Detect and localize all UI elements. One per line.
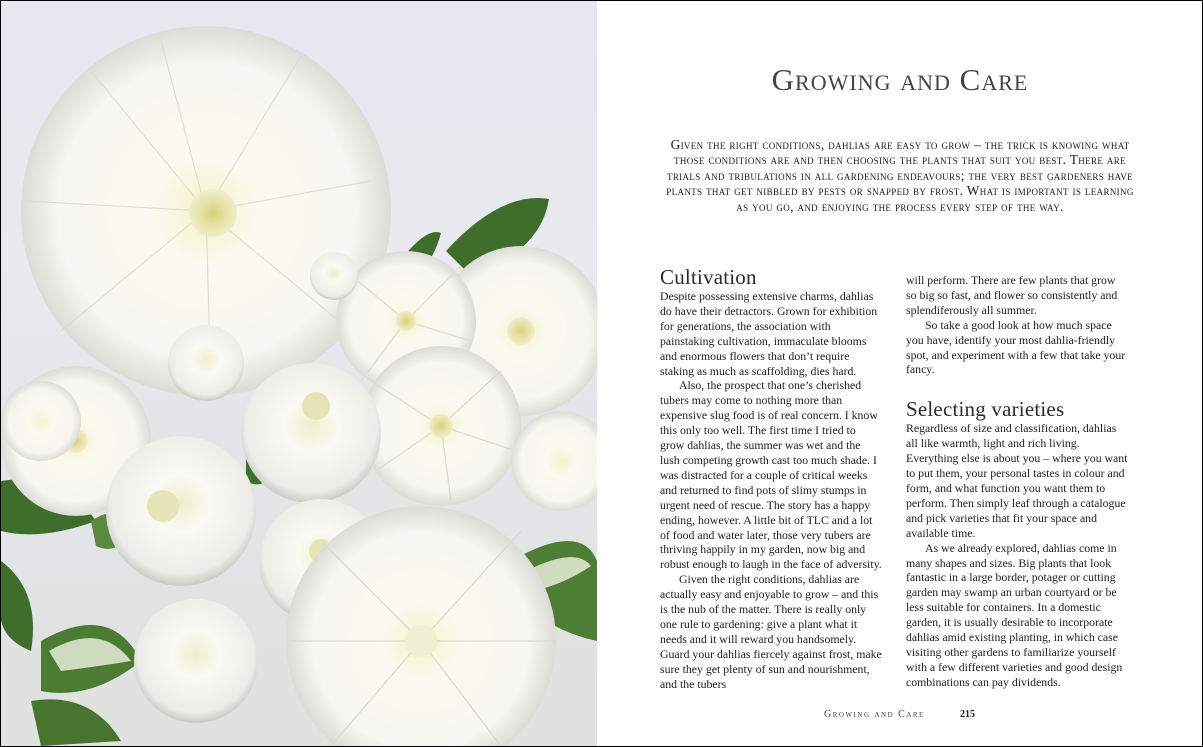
text-page	[598, 1, 1202, 746]
page-title: Growing and Care	[771, 62, 1029, 97]
column-right	[906, 273, 1128, 690]
cultivation-heading: Cultivation	[660, 265, 757, 289]
selecting-varieties-heading: Selecting varieties	[906, 397, 1065, 422]
pompon-middle	[241, 363, 381, 503]
dahlia-right-edge	[511, 411, 597, 511]
cultivation-paragraph-1: Despite possessing extensive charms, dahlias do have their detractors. Grown for exhibition for generations, the association with painstaking cultivation, immaculate blooms and enormous flowers that don’t require staking as much as scaffolding, dies hard.	[660, 289, 878, 378]
selecting-paragraph-2: As we already explored, dahlias come in many shapes and sizes. Big plants that look fantastic in a large border, potager or cutting garden may swamp an urban courtyard or be less suitable for containers. In a domestic garden, it is usually desirable to incorporate dahlias amid existing planting, in which case visiting other gardens to familiarize yourself with a few different varieties and good design combinations can pay dividends.	[906, 540, 1123, 689]
intro-paragraph: Given the right conditions, dahlias are easy to grow – the trick is knowing what those conditions are and then choosing the plants that suit you best. There are trials and tribulations in all gardening endeavours; the very best gardeners have plants that get nibbled by pests or snapped by frost. What is important is learning as you go, and enjoying the process every step of the way.	[666, 137, 1134, 214]
page-number: 215	[960, 709, 975, 720]
cultivation-paragraph-4: will perform. There are few plants that grow so big so fast, and flower so consistently and splendiferously all summer.	[906, 273, 1118, 317]
cactus-dahlia-middle	[361, 346, 521, 506]
dahlia-illustration	[1, 1, 597, 746]
dahlia-photograph	[1, 1, 597, 746]
pompon-lower-left	[106, 436, 256, 586]
cultivation-paragraph-5: So take a good look at how much space you have, identify your most dahlia-friendly spot, and experiment with a few that take your fancy.	[906, 317, 1126, 377]
dahlia-far-left	[1, 381, 81, 461]
cultivation-paragraph-3: Given the right conditions, dahlias are actually easy and enjoyable to grow – and this is the nub of the matter. There is really only one rule to gardening: give a plant what it needs and it will reward you handsomely. Guard your dahlias fiercely against frost, make sure they get plenty of sun and nourishment, and the tubers	[660, 572, 882, 691]
small-pompon-left	[168, 325, 244, 401]
small-pompon-top	[310, 252, 358, 300]
selecting-paragraph-1: Regardless of size and classification, dahlias all like warmth, light and rich living. Everything else is about you – where you want to put them, your personal tastes in colour and form, and what function you want them to perform. Then simply leaf through a catalogue and pick varieties that fit your space and available time.	[906, 421, 1128, 540]
column-left	[660, 265, 882, 691]
running-head: Growing and Care	[824, 709, 925, 720]
cultivation-paragraph-2: Also, the prospect that one’s cherished tubers may come to nothing more than expensive slug food is of real concern. I know this only too well. The first time I tried to grow dahlias, the summer was wet and the lush competing growth cast too much shade. I was distracted for a couple of critical weeks and returned to find pots of slimy stumps in urgent need of rescue. The story has a happy ending, however. A little bit of TLC and a lot of food and water later, those very tubers are thriving happily in my garden, now big and robust enough to laugh in the face of adversity.	[660, 378, 882, 572]
pompon-bottom-left	[134, 599, 258, 723]
